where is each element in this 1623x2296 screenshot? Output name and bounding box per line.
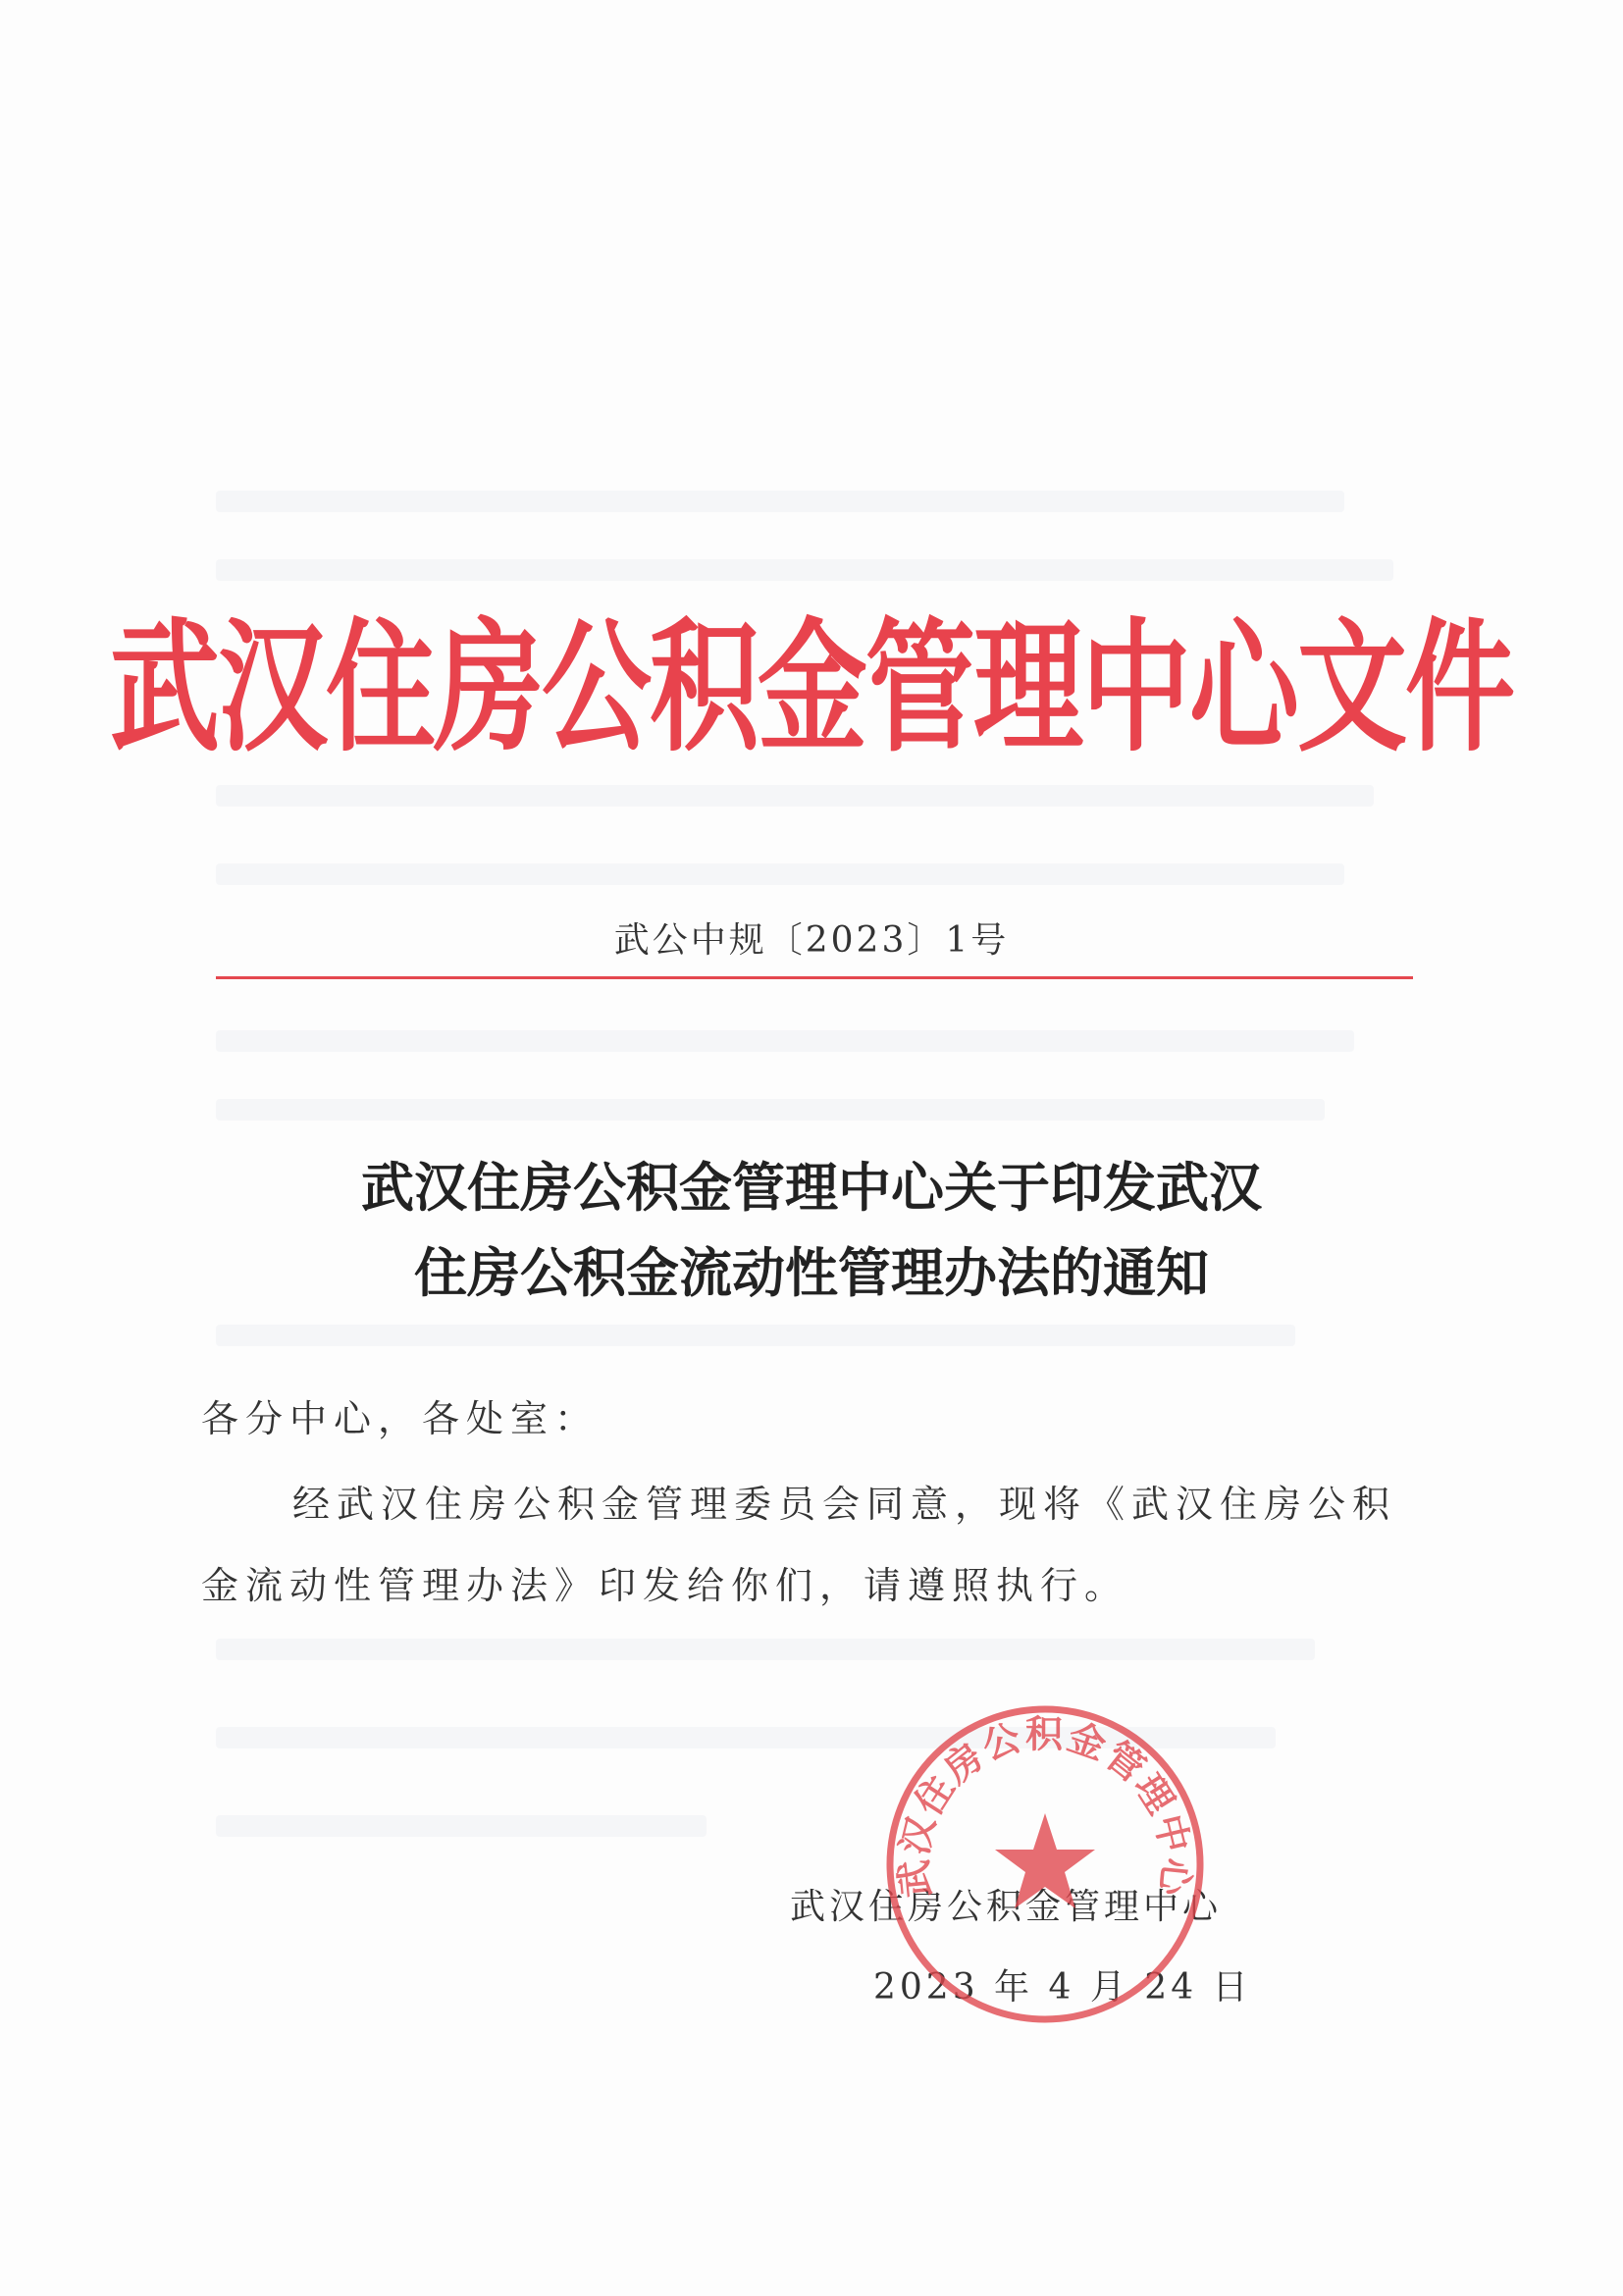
notice-title-line-2: 住房公积金流动性管理办法的通知: [414, 1241, 1209, 1304]
official-seal-stamp: [878, 1697, 1212, 2031]
scan-bleed-through: [216, 785, 1374, 807]
document-number: 武公中规〔2023〕1号: [613, 920, 1010, 961]
issuing-organization: 武汉住房公积金管理中心: [790, 1887, 1223, 1927]
scan-bleed-through: [216, 1815, 707, 1837]
notice-title-line-1: 武汉住房公积金管理中心关于印发武汉: [361, 1156, 1262, 1219]
scan-bleed-through: [216, 1325, 1295, 1346]
body-paragraph-line-2: 金流动性管理办法》印发给你们，请遵照执行。: [201, 1564, 1129, 1607]
scan-bleed-through: [216, 1639, 1315, 1660]
addressee: 各分中心，各处室：: [201, 1397, 600, 1440]
scan-bleed-through: [216, 491, 1344, 512]
document-header-title: 武汉住房公积金管理中心文件: [110, 605, 1513, 772]
issue-date: 2023 年 4 月 24 日: [873, 1967, 1252, 2008]
red-separator-line: [216, 976, 1413, 979]
scan-bleed-through: [216, 1030, 1354, 1052]
body-paragraph-line-1: 经武汉住房公积金管理委员会同意，现将《武汉住房公积: [292, 1483, 1397, 1526]
scan-bleed-through: [216, 1099, 1325, 1121]
scan-bleed-through: [216, 863, 1344, 885]
seal-star-icon: [995, 1813, 1095, 1908]
seal-arc-text: 武汉住房公积金管理中心: [891, 1712, 1199, 1900]
